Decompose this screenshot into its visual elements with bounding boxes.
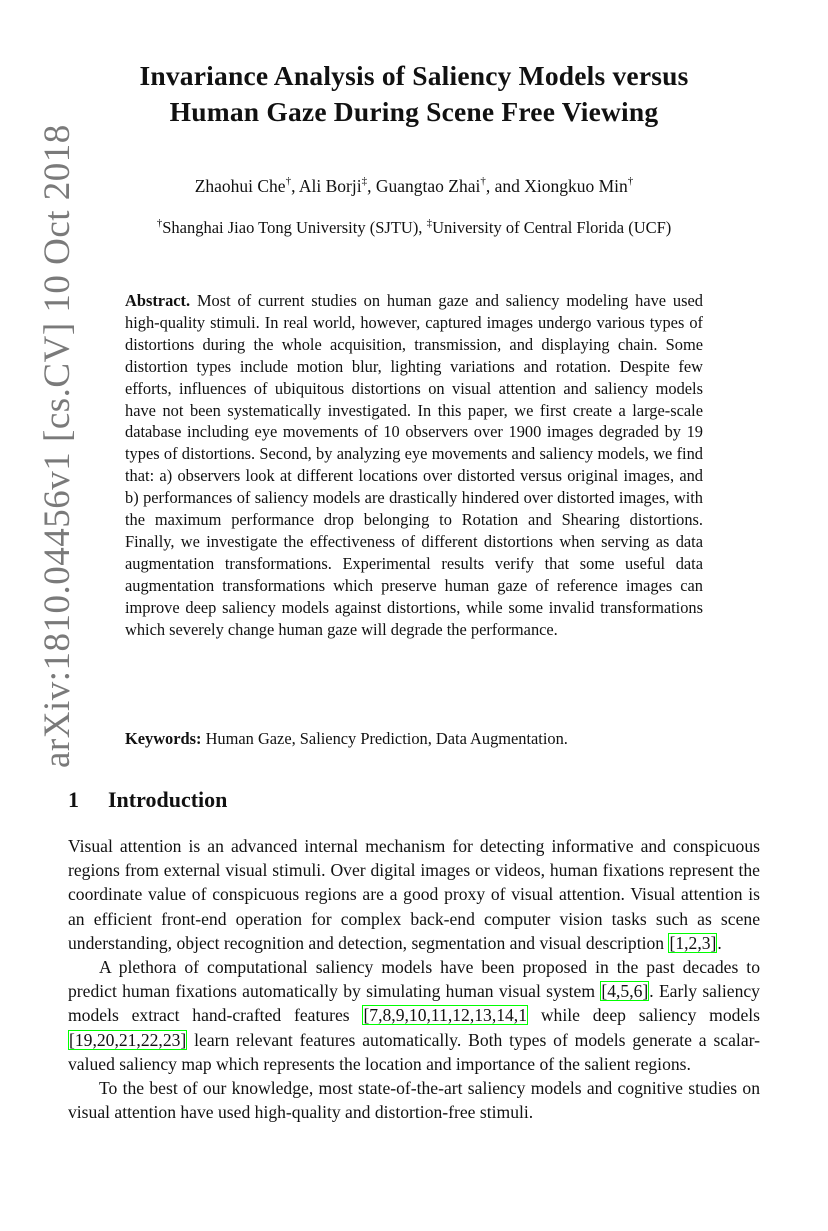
author-separator: , and [485,176,525,196]
citation-link[interactable]: [7,8,9,10,11,12,13,14,1 [363,1005,528,1026]
arxiv-identifier-stamp: arXiv:1810.04456v1 [cs.CV] 10 Oct 2018 [37,124,78,768]
author-name: Xiongkuo Min [524,176,628,196]
paragraph-text: while deep saliency models [540,1005,760,1026]
author-separator: , [367,176,376,196]
paper-title [70,58,758,130]
affiliations [70,216,758,240]
section-number: 1 [68,787,79,812]
author-name: Ali Borji [298,176,362,196]
author-separator: , [291,176,299,196]
keywords-label: Keywords: [125,729,202,748]
keywords [125,728,703,750]
citation-link[interactable]: [19,20,21,22,23] [69,1029,187,1050]
affiliation-sjtu: Shanghai Jiao Tong University (SJTU), [162,218,427,237]
intro-paragraph-2 [68,955,760,1076]
affiliation-mark: ‡ [361,175,368,188]
affiliation-mark: † [156,216,163,229]
title-line-1: Invariance Analysis of Saliency Models versus [139,60,689,91]
affiliation-mark: † [285,175,292,188]
keywords-text: Human Gaze, Saliency Prediction, Data Augmentation. [205,729,568,748]
intro-paragraph-1 [68,834,760,955]
author-name: Guangtao Zhai [375,176,481,196]
intro-paragraph-3 [68,1076,760,1124]
paragraph-text: learn relevant features automatically. Both types of models generate a scalar-valued saliency map which represents the location and importance of the salient regions. [68,1029,760,1074]
title-line-2: Human Gaze During Scene Free Viewing [169,96,659,127]
abstract-text: Most of current studies on human gaze and saliency modeling have used high-quality stimuli. In real world, however, captured images undergo various types of distortions during the whole acquisition, transmission, and displaying chain. Some distortion types include motion blur, lighting variations and rotation. Despite few efforts, influences of ubiquitous distortions on visual attention and saliency models have not been systematically investigated. In this paper, we first create a large-scale database including eye movements of 10 observers over 1900 images degraded by 19 types of distortions. Second, by analyzing eye movements and saliency models, we find that: a) observers look at different locations over distorted versus original images, and b) performances of saliency models are drastically hindered over distorted images, with the maximum performance drop belonging to Rotation and Shearing distortions. Finally, we investigate the effectiveness of different distortions when serving as data augmentation transformations. Experimental results verify that some useful data augmentation transformations which preserve human gaze of reference images can improve deep saliency models against distortions, while some invalid transformations which severely change human gaze will degrade the performance. [125,291,703,639]
citation-link[interactable]: [1,2,3] [669,932,717,953]
section-title: Introduction [108,787,228,812]
affiliation-ucf: University of Central Florida (UCF) [432,218,672,237]
section-heading [68,786,227,814]
paragraph-text: . [717,932,722,953]
citation-link[interactable]: [4,5,6] [601,981,649,1002]
paragraph-text: To the best of our knowledge, most state-of-the-art saliency models and cognitive studies on visual attention have used high-quality and distortion-free stimuli. [68,1078,760,1123]
paragraph-text: . Early saliency models extract hand-crafted features [68,981,760,1026]
paragraph-text: Visual attention is an advanced internal mechanism for detecting informative and conspicuous regions from external visual stimuli. Over digital images or videos, human fixations represent the coordinate value of conspicuous regions are a good proxy of visual attention. Visual attention is an efficient front-end operation for complex back-end computer vision tasks such as scene understanding, object recognition and detection, segmentation and visual description [68,836,760,953]
affiliation-mark: † [627,175,634,188]
paragraph-text: A plethora of computational saliency models have been proposed in the past decades to predict human fixations automatically by simulating human visual system [68,957,760,1002]
abstract-label: Abstract. [125,291,191,310]
author-name: Zhaohui Che [194,176,286,196]
abstract [125,290,703,641]
author-list [70,174,758,198]
introduction-body [68,834,760,1124]
affiliation-mark: † [480,175,486,188]
affiliation-mark: ‡ [426,216,433,229]
